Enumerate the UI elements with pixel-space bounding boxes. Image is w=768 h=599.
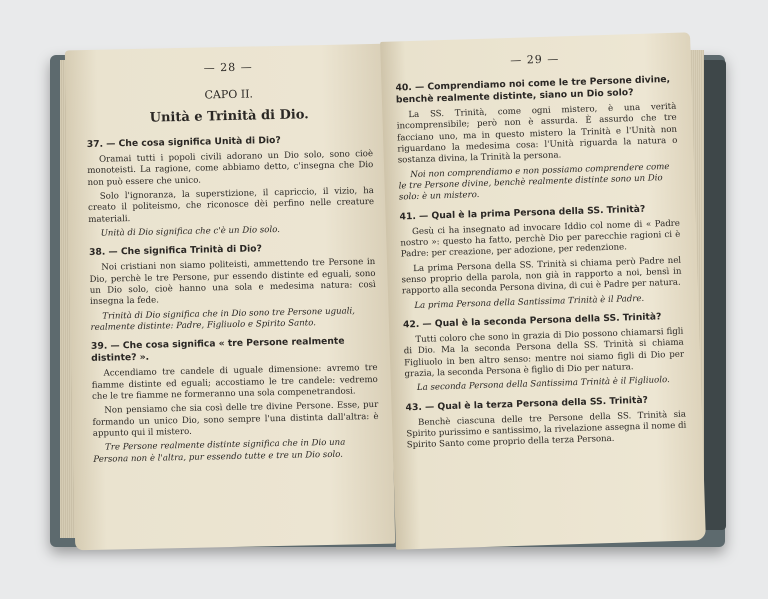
paragraph: Benchè ciascuna delle tre Persone della SS. Trinità sia Spirito purissimo e santissimo, la rivelazione assegna il nome di Spirito Santo come proprio della terza Persona. — [406, 409, 687, 451]
answer: Tre Persone realmente distinte significa che in Dio una Persona non è l'altra, pur essendo tutte e tre un Dio solo. — [93, 437, 346, 465]
answer: La prima Persona della Santissima Trinità è il Padre. — [414, 293, 645, 311]
answer: Trinità di Dio significa che in Dio sono tre Persone uguali, realmente distinte: Padre, Figliuolo e Spirito Santo. — [90, 306, 356, 333]
paragraph: Non pensiamo che sia così delle tre divine Persone. Esse, pur formando un unico Dio, sono sempre l'una distinta dall'altra: è appunto qui il mistero. — [92, 400, 379, 439]
chapter-title: Unità e Trinità di Dio. — [149, 107, 309, 126]
paragraph: Solo l'ignoranza, la superstizione, il capriccio, il vizio, ha creato il politeismo, che riconosce dèi perfino nelle creature materiali. — [88, 185, 375, 225]
question-38: 38. — Che significa Trinità di Dio? — [88, 243, 262, 259]
question-42: 42. — Qual è la seconda Persona della SS. Trinità? — [402, 311, 662, 331]
paragraph: La SS. Trinità, come ogni mistero, è una verità incomprensibile; però non è assurda. È assurdo che tre facciano uno, ma in questo mistero la Trinità e l'Unità non riguardano la medesima cosa: l'Unità riguarda la natura o sostanza divina, la Trinità la persona. — [396, 101, 678, 166]
left-page — [65, 44, 395, 551]
paragraph: Noi cristiani non siamo politeisti, ammettendo tre Persone in Dio, perchè le tre Persone, pur essendo distinte ed eguali, sono un Dio solo, cioè hanno una sola e medesima natura: così insegna la fede. — [89, 257, 376, 308]
chapter-label: CAPO II. — [204, 87, 254, 102]
right-page — [380, 32, 706, 549]
question-40: 40. — Comprendiamo noi come le tre Persone divine, benchè realmente distinte, siano un Dio solo? — [395, 73, 671, 106]
answer: Noi non comprendiamo e non possiamo comprendere come le tre Persone divine, benchè realmente distinte sono un Dio solo: è un mistero. — [398, 161, 670, 203]
paragraph: La prima Persona della SS. Trinità si chiama però Padre nel senso proprio della parola, non già in rapporto a noi, bensì in rapporto alla seconda Persona divina, di cui è Padre per natura. — [401, 255, 682, 297]
paragraph: Oramai tutti i popoli civili adorano un Dio solo, sono cioè monoteisti. La ragione, come abbiamo detto, c'insegna che Dio non può essere che unico. — [87, 148, 374, 188]
paragraph: Gesù ci ha insegnato ad invocare Iddio col nome di « Padre nostro »: questo ha fatto, perchè Dio per parecchie ragioni ci è Padre: per creazione, per adozione, per redenzione. — [400, 218, 681, 260]
question-41: 41. — Qual è la prima Persona della SS. Trinità? — [399, 203, 646, 223]
answer: Unità di Dio significa che c'è un Dio solo. — [100, 224, 281, 239]
paragraph: Accendiamo tre candele di uguale dimensione: avremo tre fiamme distinte ed eguali; accostiamo le tre candele: vedremo che le tre fiamme ne formeranno una sola compenetrandosi. — [91, 363, 378, 402]
question-43: 43. — Qual è la terza Persona della SS. Trinità? — [405, 394, 649, 414]
question-37: 37. — Che cosa significa Unità di Dio? — [86, 134, 281, 150]
paragraph: Tutti coloro che sono in grazia di Dio possono chiamarsi figli di Dio. Ma la seconda Persona della SS. Trinità si chiama Figliuolo in ben altro senso: mentre noi siamo figli di Dio per grazia, la seconda Persona è figlio di Dio per natura. — [403, 326, 685, 380]
answer: La seconda Persona della Santissima Trinità è il Figliuolo. — [416, 375, 670, 394]
page-number: — 28 — — [203, 60, 253, 75]
question-39: 39. — Che cosa significa « tre Persone realmente distinte? ». — [90, 335, 345, 365]
page-number: — 29 — — [510, 52, 560, 67]
